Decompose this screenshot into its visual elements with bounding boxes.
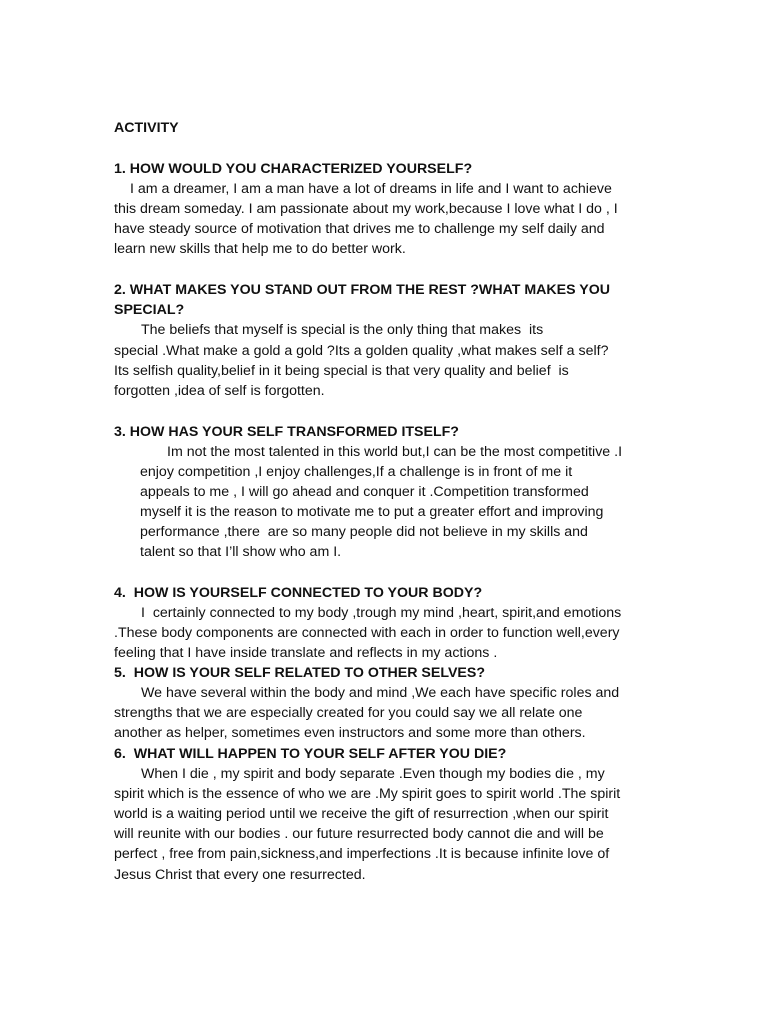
section-4-body-line: feeling that I have inside translate and reflects in my actions . [114, 645, 498, 661]
section-1-body-line: have steady source of motivation that drives me to challenge my self daily and [114, 221, 605, 237]
section-2-heading: SPECIAL? [114, 302, 185, 318]
section-6-heading: 6. WHAT WILL HAPPEN TO YOUR SELF AFTER YOU DIE? [114, 746, 507, 762]
section-6-body-line: When I die , my spirit and body separate .Even though my bodies die , my [141, 766, 605, 782]
section-3-body-line: appeals to me , I will go ahead and conquer it .Competition transformed [140, 484, 589, 500]
section-3-body-line: Im not the most talented in this world but,I can be the most competitive .I [167, 444, 623, 460]
section-1-body-line: this dream someday. I am passionate about my work,because I love what I do , I [114, 201, 618, 217]
section-2-body-line: Its selfish quality,belief in it being special is that very quality and belief is [114, 363, 569, 379]
section-5-body-line: strengths that we are especially created for you could say we all relate one [114, 705, 583, 721]
section-6-body-line: Jesus Christ that every one resurrected. [114, 867, 366, 883]
section-6-body-line: will reunite with our bodies . our future resurrected body cannot die and will be [114, 826, 604, 842]
section-2-body-line: The beliefs that myself is special is the only thing that makes its [141, 322, 544, 338]
section-3-heading: 3. HOW HAS YOUR SELF TRANSFORMED ITSELF? [114, 424, 459, 440]
section-3-body-line: talent so that I’ll show who am I. [140, 544, 342, 560]
section-1-body-line: learn new skills that help me to do better work. [114, 241, 406, 257]
section-2-body-line: special .What make a gold a gold ?Its a golden quality ,what makes self a self? [114, 343, 609, 359]
section-2-body-line: forgotten ,idea of self is forgotten. [114, 383, 325, 399]
section-6-body-line: perfect , free from pain,sickness,and imperfections .It is because infinite love of [114, 846, 610, 862]
section-6-body-line: spirit which is the essence of who we are .My spirit goes to spirit world .The spirit [114, 786, 621, 802]
section-2-heading: 2. WHAT MAKES YOU STAND OUT FROM THE REST ?WHAT MAKES YOU [114, 282, 611, 298]
section-4-body-line: I certainly connected to my body ,trough my mind ,heart, spirit,and emotions [141, 605, 622, 621]
section-3-body-line: enjoy competition ,I enjoy challenges,If a challenge is in front of me it [140, 464, 573, 480]
section-5-heading: 5. HOW IS YOUR SELF RELATED TO OTHER SELVES? [114, 665, 486, 681]
section-5-body-line: another as helper, sometimes even instructors and some more than others. [114, 725, 586, 741]
section-4-heading: 4. HOW IS YOURSELF CONNECTED TO YOUR BODY? [114, 585, 483, 601]
section-4-body-line: .These body components are connected with each in order to function well,every [114, 625, 620, 641]
section-1-heading: 1. HOW WOULD YOU CHARACTERIZED YOURSELF? [114, 161, 473, 177]
section-6-body-line: world is a waiting period until we receive the gift of resurrection ,when our spirit [114, 806, 609, 822]
section-5-body-line: We have several within the body and mind ,We each have specific roles and [141, 685, 620, 701]
document-title: ACTIVITY [114, 120, 179, 136]
section-3-body-line: performance ,there are so many people did not believe in my skills and [140, 524, 588, 540]
section-1-body-line: I am a dreamer, I am a man have a lot of dreams in life and I want to achieve [130, 181, 612, 197]
section-3-body-line: myself it is the reason to motivate me to put a greater effort and improving [140, 504, 604, 520]
